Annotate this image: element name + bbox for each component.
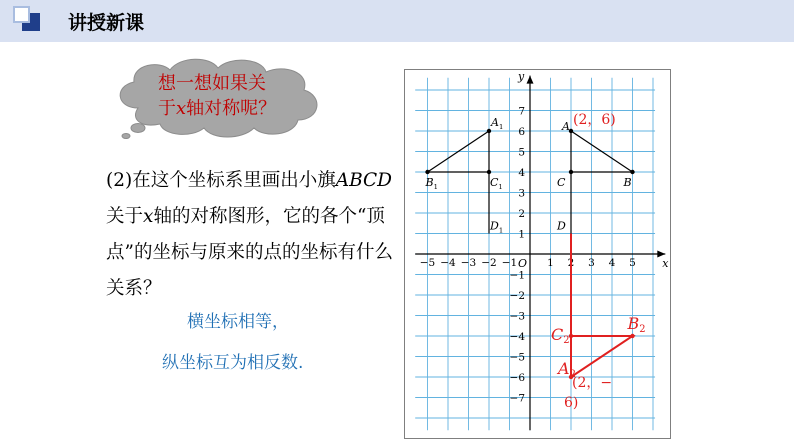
vertex-label-a: A xyxy=(562,120,570,133)
x-tick-label: 2 xyxy=(567,257,575,269)
coord-label-a: (2，6) xyxy=(573,112,616,128)
vertex-label-d1: $D_1$ xyxy=(490,219,504,235)
coord-label-a2-line2: 6) xyxy=(564,395,579,411)
bubble-line-1: 想一想如果关 xyxy=(158,73,266,94)
x-tick-label: −1 xyxy=(501,257,518,269)
x-tick-label: −2 xyxy=(481,257,497,269)
y-tick-label: −1 xyxy=(509,269,525,282)
vertex-label-b2: B2 xyxy=(627,314,646,335)
vertex-label-c1: $C_1$ xyxy=(490,176,503,191)
vertex-label-b1: $B_1$ xyxy=(425,176,438,191)
x-tick-label: 4 xyxy=(608,257,616,269)
y-tick-label: −2 xyxy=(509,290,525,302)
origin-label: O xyxy=(518,257,528,270)
x-tick-label: −5 xyxy=(419,257,436,269)
vertex-label-c: C xyxy=(557,176,566,189)
x-tick-label: −4 xyxy=(440,257,456,269)
y-tick-label: 5 xyxy=(518,146,525,159)
coord-label-a2-line1: (2，− xyxy=(572,375,613,391)
slide-header xyxy=(0,0,794,42)
question-var-abcd: ABCD xyxy=(335,170,393,191)
vertex-dot xyxy=(569,170,573,174)
y-axis-label: y xyxy=(518,69,525,83)
y-tick-label: −3 xyxy=(509,310,525,323)
y-tick-label: 4 xyxy=(518,167,525,179)
y-tick-label: −7 xyxy=(509,392,525,405)
vertex-label-b: B xyxy=(623,176,632,189)
vertex-label-a1: $A_1$ xyxy=(491,116,504,131)
question-var-x: x xyxy=(143,206,154,227)
vertex-label-c2: C2 xyxy=(551,325,570,346)
logo-square-light xyxy=(13,6,30,23)
y-tick-label: −4 xyxy=(509,331,525,343)
y-tick-label: −6 xyxy=(509,372,525,384)
coordinate-grid xyxy=(404,69,671,439)
x-tick-label: 1 xyxy=(547,257,554,269)
vertex-label-d: D xyxy=(557,219,566,233)
y-tick-label: 3 xyxy=(518,187,525,200)
question-text: (2)在这个坐标系里画出小旗ABCD关于x轴的对称图形，它的各个“顶点”的坐标与原来的点的坐标有什么关系？ xyxy=(106,170,393,299)
x-tick-label: −3 xyxy=(460,257,477,269)
y-tick-label: 1 xyxy=(518,228,525,241)
bubble-text xyxy=(158,71,288,121)
answer-line-1: 横坐标相等， xyxy=(187,312,289,332)
y-tick-label: −5 xyxy=(509,351,525,364)
vertex-dot xyxy=(425,170,429,174)
vertex-dot xyxy=(487,129,491,133)
bubble-var: x xyxy=(176,98,187,119)
vertex-dot xyxy=(630,170,634,174)
x-tick-label: 5 xyxy=(629,257,636,269)
x-axis-label: x xyxy=(662,257,669,270)
bubble-line-2: 于x轴对称呢？ xyxy=(158,98,277,119)
answer-line-2: 纵坐标互为相反数. xyxy=(162,353,304,373)
x-tick-label: 3 xyxy=(588,257,595,269)
vertex-dot-red xyxy=(630,334,634,338)
section-title: 讲授新课 xyxy=(68,12,145,34)
y-tick-label: 2 xyxy=(518,208,525,220)
vertex-label-a2: A2 xyxy=(558,359,576,380)
y-tick-label: 6 xyxy=(518,126,525,138)
vertex-dot xyxy=(487,170,491,174)
y-tick-label: 7 xyxy=(518,105,525,118)
